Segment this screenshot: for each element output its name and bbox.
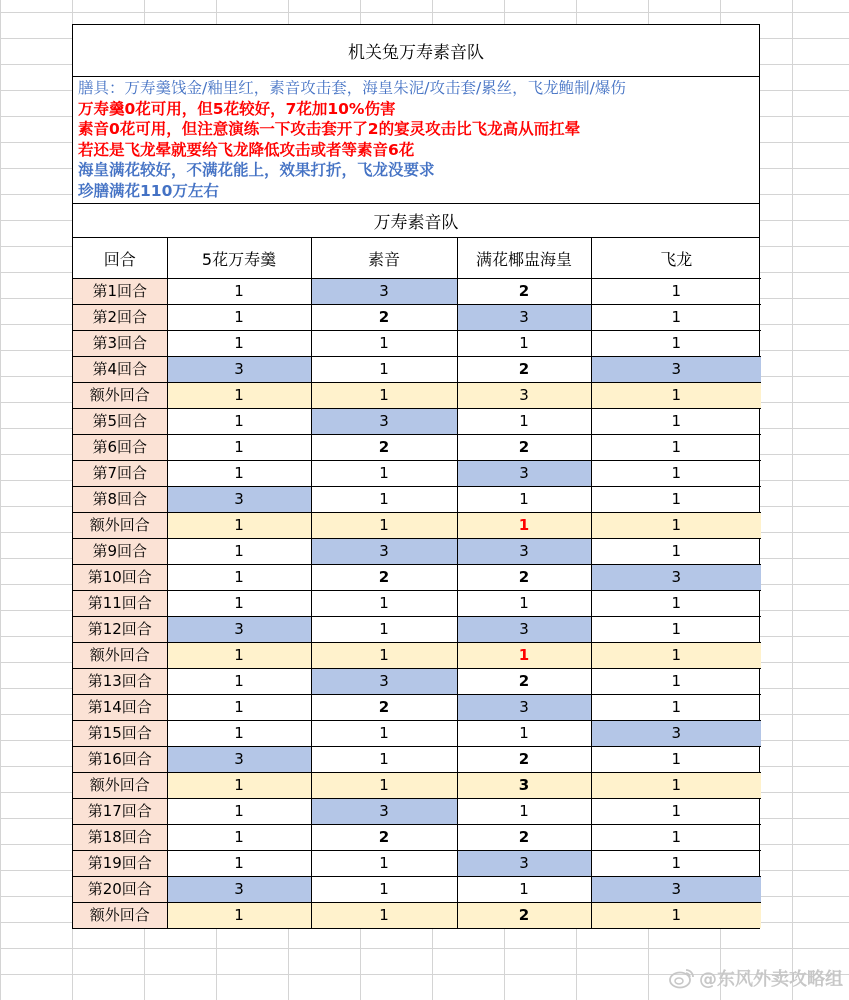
suyin-cell: 3 <box>311 799 457 825</box>
extra-round-row <box>73 903 761 929</box>
weibo-icon <box>669 967 695 989</box>
haihuang-cell: 2 <box>457 565 591 591</box>
wanshougeng-cell: 1 <box>167 669 311 695</box>
haihuang-cell: 3 <box>457 305 591 331</box>
note-line: 万寿羹0花可用，但5花较好，7花加10%伤害 <box>78 99 396 118</box>
header-feilong: 飞龙 <box>591 238 761 279</box>
suyin-cell: 2 <box>311 695 457 721</box>
feilong-cell: 1 <box>591 799 761 825</box>
round-label: 第20回合 <box>73 877 167 903</box>
notes-block <box>73 77 759 204</box>
haihuang-cell: 2 <box>457 825 591 851</box>
note-line: 海皇满花较好，不满花能上，效果打折，飞龙没要求 <box>78 161 435 179</box>
feilong-cell: 1 <box>591 513 761 539</box>
feilong-cell: 3 <box>591 357 761 383</box>
round-label: 第4回合 <box>73 357 167 383</box>
round-label: 额外回合 <box>73 383 167 409</box>
wanshougeng-cell: 3 <box>167 747 311 773</box>
suyin-cell: 1 <box>311 513 457 539</box>
feilong-cell: 1 <box>591 461 761 487</box>
round-label: 第17回合 <box>73 799 167 825</box>
round-row <box>73 851 761 877</box>
wanshougeng-cell: 1 <box>167 539 311 565</box>
header-round: 回合 <box>73 238 167 279</box>
round-label: 第3回合 <box>73 331 167 357</box>
round-row <box>73 695 761 721</box>
suyin-cell: 1 <box>311 461 457 487</box>
suyin-cell: 2 <box>311 825 457 851</box>
round-label: 第8回合 <box>73 487 167 513</box>
round-row <box>73 591 761 617</box>
round-row <box>73 279 761 305</box>
header-suyin: 素音 <box>311 238 457 279</box>
rounds-table <box>73 238 761 928</box>
round-label: 第1回合 <box>73 279 167 305</box>
round-row <box>73 409 761 435</box>
wanshougeng-cell: 1 <box>167 383 311 409</box>
wanshougeng-cell: 1 <box>167 773 311 799</box>
haihuang-cell: 3 <box>457 695 591 721</box>
haihuang-cell: 3 <box>457 383 591 409</box>
feilong-cell: 1 <box>591 435 761 461</box>
feilong-cell: 1 <box>591 747 761 773</box>
suyin-cell: 2 <box>311 435 457 461</box>
haihuang-cell: 1 <box>457 331 591 357</box>
extra-round-row <box>73 383 761 409</box>
suyin-cell: 2 <box>311 305 457 331</box>
round-row <box>73 669 761 695</box>
round-label: 第10回合 <box>73 565 167 591</box>
feilong-cell: 1 <box>591 669 761 695</box>
round-label: 额外回合 <box>73 903 167 929</box>
round-label: 第11回合 <box>73 591 167 617</box>
haihuang-cell: 1 <box>457 487 591 513</box>
header-haihuang: 满花椰盅海皇 <box>457 238 591 279</box>
wanshougeng-cell: 1 <box>167 305 311 331</box>
round-label: 第14回合 <box>73 695 167 721</box>
round-row <box>73 435 761 461</box>
wanshougeng-cell: 1 <box>167 591 311 617</box>
round-label: 额外回合 <box>73 513 167 539</box>
suyin-cell: 2 <box>311 565 457 591</box>
header-row <box>73 238 761 279</box>
round-row <box>73 747 761 773</box>
haihuang-cell: 3 <box>457 461 591 487</box>
round-label: 第18回合 <box>73 825 167 851</box>
haihuang-cell: 1 <box>457 643 591 669</box>
sheet-title: 机关兔万寿素音队 <box>73 25 759 77</box>
wanshougeng-cell: 1 <box>167 279 311 305</box>
wanshougeng-cell: 1 <box>167 903 311 929</box>
wanshougeng-cell: 1 <box>167 825 311 851</box>
haihuang-cell: 2 <box>457 903 591 929</box>
feilong-cell: 1 <box>591 851 761 877</box>
wanshougeng-cell: 1 <box>167 409 311 435</box>
suyin-cell: 3 <box>311 279 457 305</box>
round-row <box>73 799 761 825</box>
round-row <box>73 305 761 331</box>
feilong-cell: 1 <box>591 487 761 513</box>
wanshougeng-cell: 1 <box>167 435 311 461</box>
haihuang-cell: 1 <box>457 721 591 747</box>
feilong-cell: 1 <box>591 331 761 357</box>
feilong-cell: 1 <box>591 695 761 721</box>
round-label: 第19回合 <box>73 851 167 877</box>
round-row <box>73 461 761 487</box>
round-label: 额外回合 <box>73 773 167 799</box>
wanshougeng-cell: 1 <box>167 565 311 591</box>
round-row <box>73 487 761 513</box>
round-label: 第12回合 <box>73 617 167 643</box>
haihuang-cell: 1 <box>457 591 591 617</box>
rounds-body <box>73 279 761 929</box>
suyin-cell: 1 <box>311 331 457 357</box>
haihuang-cell: 1 <box>457 877 591 903</box>
feilong-cell: 1 <box>591 903 761 929</box>
haihuang-cell: 3 <box>457 851 591 877</box>
haihuang-cell: 2 <box>457 435 591 461</box>
feilong-cell: 1 <box>591 591 761 617</box>
suyin-cell: 3 <box>311 409 457 435</box>
haihuang-cell: 3 <box>457 539 591 565</box>
wanshougeng-cell: 1 <box>167 695 311 721</box>
watermark <box>669 965 843 991</box>
round-label: 第13回合 <box>73 669 167 695</box>
round-label: 第16回合 <box>73 747 167 773</box>
feilong-cell: 1 <box>591 825 761 851</box>
wanshougeng-cell: 1 <box>167 513 311 539</box>
suyin-cell: 1 <box>311 903 457 929</box>
round-row <box>73 565 761 591</box>
extra-round-row <box>73 643 761 669</box>
feilong-cell: 1 <box>591 539 761 565</box>
haihuang-cell: 1 <box>457 799 591 825</box>
table-subtitle: 万寿素音队 <box>73 204 759 238</box>
round-label: 第15回合 <box>73 721 167 747</box>
round-label: 第6回合 <box>73 435 167 461</box>
wanshougeng-cell: 3 <box>167 487 311 513</box>
wanshougeng-cell: 1 <box>167 643 311 669</box>
round-row <box>73 617 761 643</box>
guide-sheet <box>72 24 760 929</box>
feilong-cell: 1 <box>591 773 761 799</box>
suyin-cell: 3 <box>311 539 457 565</box>
note-line: 素音0花可用，但注意演练一下攻击套开了2的宴灵攻击比飞龙高从而扛晕 <box>78 120 581 138</box>
feilong-cell: 1 <box>591 305 761 331</box>
extra-round-row <box>73 773 761 799</box>
round-row <box>73 357 761 383</box>
suyin-cell: 1 <box>311 721 457 747</box>
suyin-cell: 1 <box>311 617 457 643</box>
note-line: 若还是飞龙晕就要给飞龙降低攻击或者等素音6花 <box>78 140 415 159</box>
haihuang-cell: 2 <box>457 279 591 305</box>
suyin-cell: 3 <box>311 669 457 695</box>
wanshougeng-cell: 1 <box>167 331 311 357</box>
wanshougeng-cell: 3 <box>167 617 311 643</box>
suyin-cell: 1 <box>311 747 457 773</box>
haihuang-cell: 2 <box>457 357 591 383</box>
suyin-cell: 1 <box>311 357 457 383</box>
wanshougeng-cell: 1 <box>167 461 311 487</box>
feilong-cell: 1 <box>591 643 761 669</box>
round-row <box>73 721 761 747</box>
suyin-cell: 1 <box>311 773 457 799</box>
feilong-cell: 1 <box>591 279 761 305</box>
haihuang-cell: 1 <box>457 513 591 539</box>
suyin-cell: 1 <box>311 383 457 409</box>
suyin-cell: 1 <box>311 877 457 903</box>
haihuang-cell: 3 <box>457 617 591 643</box>
round-label: 第7回合 <box>73 461 167 487</box>
note-line: 膳具：万寿羹饯金/釉里红，素音攻击套，海皇朱泥/攻击套/累丝，飞龙鲍制/爆伤 <box>78 79 626 97</box>
feilong-cell: 3 <box>591 877 761 903</box>
wanshougeng-cell: 3 <box>167 357 311 383</box>
extra-round-row <box>73 513 761 539</box>
haihuang-cell: 3 <box>457 773 591 799</box>
header-wanshougeng: 5花万寿羹 <box>167 238 311 279</box>
round-row <box>73 877 761 903</box>
feilong-cell: 3 <box>591 721 761 747</box>
wanshougeng-cell: 1 <box>167 851 311 877</box>
haihuang-cell: 1 <box>457 409 591 435</box>
feilong-cell: 1 <box>591 617 761 643</box>
watermark-text: @东风外卖攻略组 <box>699 969 843 990</box>
round-row <box>73 331 761 357</box>
round-label: 第2回合 <box>73 305 167 331</box>
round-label: 额外回合 <box>73 643 167 669</box>
wanshougeng-cell: 1 <box>167 799 311 825</box>
round-row <box>73 825 761 851</box>
round-label: 第9回合 <box>73 539 167 565</box>
wanshougeng-cell: 1 <box>167 721 311 747</box>
feilong-cell: 1 <box>591 409 761 435</box>
round-row <box>73 539 761 565</box>
suyin-cell: 1 <box>311 643 457 669</box>
wanshougeng-cell: 3 <box>167 877 311 903</box>
suyin-cell: 1 <box>311 851 457 877</box>
feilong-cell: 3 <box>591 565 761 591</box>
note-line: 珍膳满花110万左右 <box>78 181 219 200</box>
suyin-cell: 1 <box>311 591 457 617</box>
round-label: 第5回合 <box>73 409 167 435</box>
haihuang-cell: 2 <box>457 669 591 695</box>
suyin-cell: 1 <box>311 487 457 513</box>
haihuang-cell: 2 <box>457 747 591 773</box>
feilong-cell: 1 <box>591 383 761 409</box>
